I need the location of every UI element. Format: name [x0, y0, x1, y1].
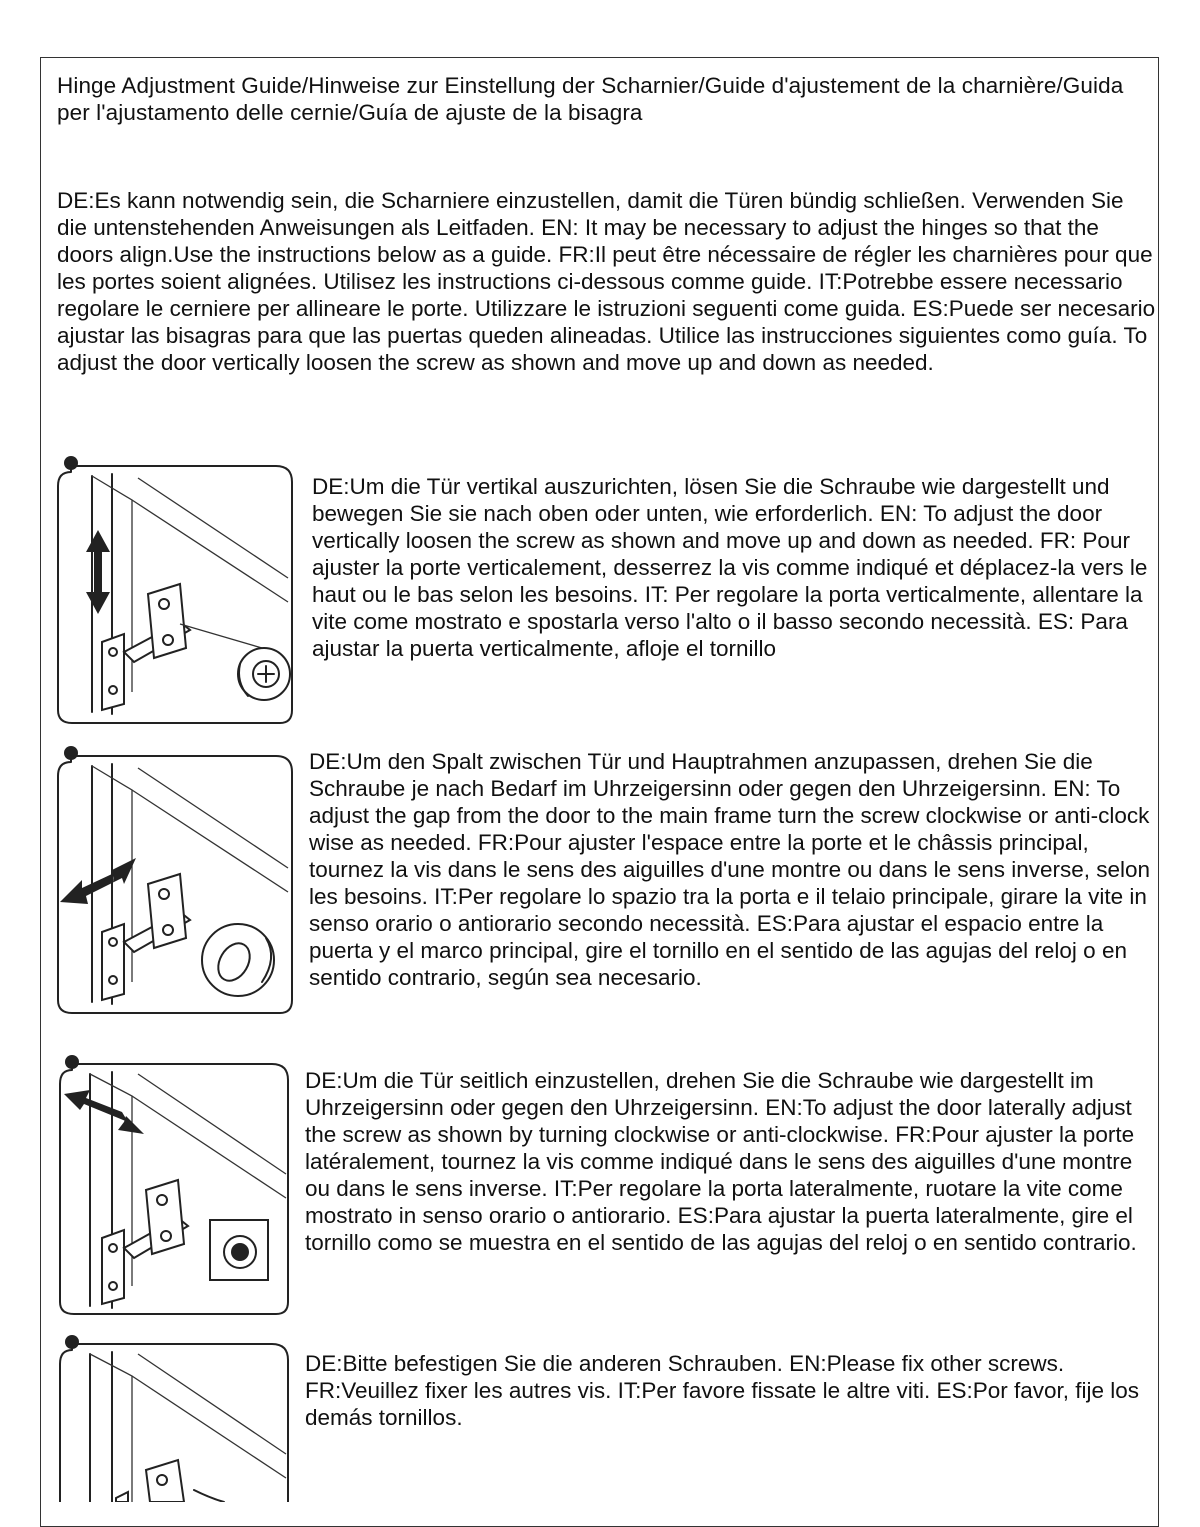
step-4-text: DE:Bitte befestigen Sie die anderen Schrauben. EN:Please fix other screws. FR:Veuillez fixer les autres vis. IT:Per favore fissate le altre viti. ES:Por favor, fije los demás tornillos. — [305, 1351, 1140, 1430]
hinge-gap-adjust-illustration — [52, 742, 297, 1018]
intro-paragraph: DE:Es kann notwendig sein, die Scharniere einzustellen, damit die Türen bündig schließen. Verwenden Sie die untenstehenden Anweisungen als Leitfaden. EN: It may be necessary to adjust the hinges so that the doors align.Use the instructions below as a guide. FR:Il peut être nécessaire de régler les charnières pour que les portes soient alignées. Utilisez les instructions ci-dessous comme guide. IT:Potrebbe essere necessario regolare le cerniere per allineare le porte. Utilizzare le istruzioni seguenti come guida. ES:Puede ser necesario ajustar las bisagras para que las puertas queden alineadas. Utilice las instrucciones siguientes como guía. To adjust the door vertically loosen the screw as shown and move up and down as needed. — [57, 188, 1156, 375]
hinge-lateral-adjust-illustration — [54, 1050, 294, 1318]
step-3-text: DE:Um die Tür seitlich einzustellen, drehen Sie die Schraube wie dargestellt im Uhrzeigersinn oder gegen den Uhrzeigersinn. EN:To adjust the door laterally adjust the screw as shown by turning clockwise or anti-clockwise. FR:Pour ajuster la porte latéralement, tournez la vis comme indiqué dans le sens des aiguilles d'une montre ou dans le sens inverse. IT:Per regolare la porta lateralmente, ruotare la vite come mostrato in senso orario o antiorario. ES:Para ajustar la puerta lateralmente, gire el tornillo como se muestra en el sentido de las agujas del reloj o en sentido contrario. — [305, 1068, 1137, 1255]
page-title: Hinge Adjustment Guide/Hinweise zur Einstellung der Scharnier/Guide d'ajustement de la charnière/Guida per l'ajustamento delle cernie/Guía de ajuste de la bisagra — [57, 73, 1124, 125]
hinge-fix-screws-illustration — [54, 1330, 294, 1502]
step-1-text: DE:Um die Tür vertikal auszurichten, lösen Sie die Schraube wie dargestellt und bewegen Sie sie nach oben oder unten, wie erforderlich. EN: To adjust the door vertically loosen the screw as shown and move up and down as needed. FR: Pour ajuster la porte verticalement, desserrez la vis comme indiqué et déplacez-la vers le haut ou le bas selon les besoins. IT: Per regolare la porta verticalmente, allentare la vite come mostrato e spostarla verso l'alto o il basso secondo necessità. ES: Para ajustar la puerta verticalmente, afloje el tornillo — [312, 474, 1148, 661]
step-2-text: DE:Um den Spalt zwischen Tür und Hauptrahmen anzupassen, drehen Sie die Schraube je nach Bedarf im Uhrzeigersinn oder gegen den Uhrzeigersinn. EN: To adjust the gap from the door to the main frame turn the screw clockwise or anti-clock wise as needed. FR:Pour ajuster l'espace entre la porte et le châssis principal, tournez la vis dans le sens des aiguilles d'une montre ou dans le sens inverse, selon les besoins. IT:Per regolare lo spazio tra la porta e il telaio principale, girare la vite in senso orario o antiorario secondo necessità. ES:Para ajustar el espacio entre la puerta y el marco principal, gire el tornillo en el sentido de las agujas del reloj o en sentido contrario, según sea necesario. — [309, 749, 1151, 990]
hinge-vertical-adjust-illustration — [52, 452, 297, 728]
